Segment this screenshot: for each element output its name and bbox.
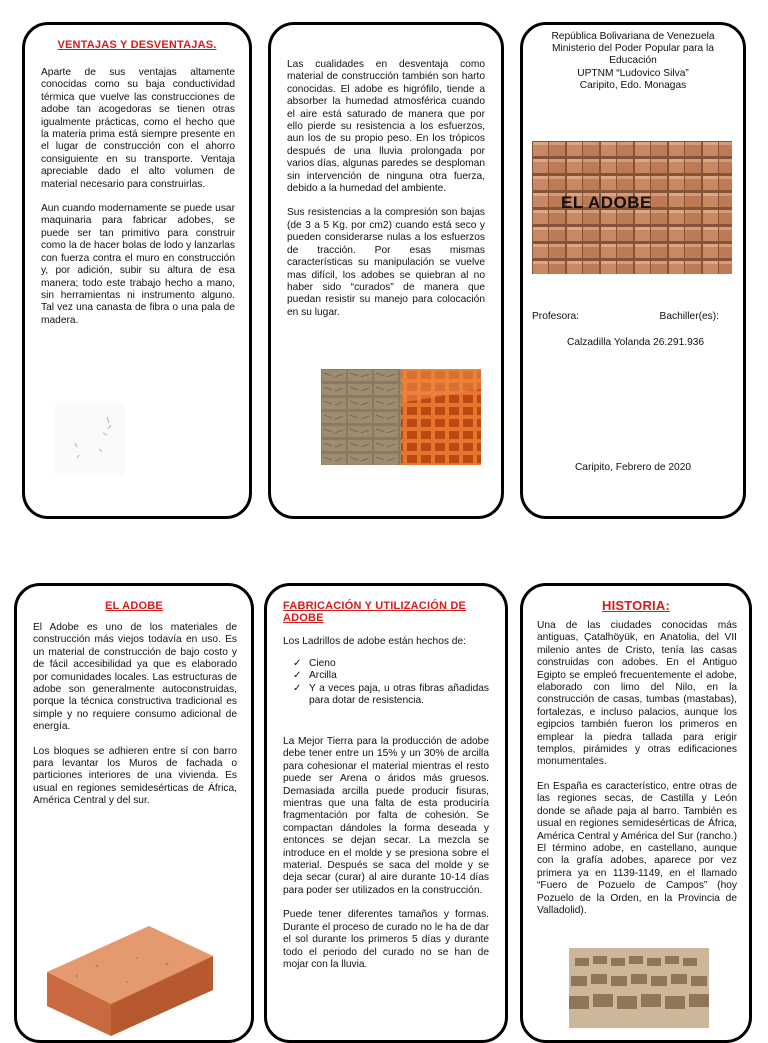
profesora-label: Profesora:	[532, 311, 579, 322]
paragraph: El Adobe es uno de los materiales de construcción más viejos todavía en uso. Es un material de construcción de bajo costo y de fácil accesibilidad ya que es elaborado por comunidades locales. Las estructuras de adobe son generalmente autoconstruidas, porque la técnica constructiva tradicional es simple y no requiere consumo adicional de energía.	[33, 622, 237, 733]
cover-date: Caripito, Febrero de 2020	[574, 462, 692, 473]
el-adobe-text	[33, 622, 237, 820]
panel-ventajas	[22, 22, 252, 519]
list-item: ✓ Cieno	[293, 658, 336, 669]
paragraph: Aun cuando modernamente se puede usar maquinaria para fabricar adobes, se puede ser tan primitivo para construir como la de hacer bolas de lodo y lanzarlas con fuerza contra el muro en construcción y, por adición, subir su altura de esa manera; todo este trabajo hecho a mano, sin herramientas ni instrumento alguno. Tal vez una canasta de fibra o una pala de madera.	[41, 203, 235, 326]
ventajas-text	[41, 67, 235, 339]
bachiller-label: Bachiller(es):	[659, 311, 719, 322]
list-item: ✓ Arcilla	[293, 670, 337, 682]
panel-historia	[520, 583, 752, 1043]
bricks-comparison-photo	[321, 369, 481, 465]
desventajas-text	[287, 59, 485, 331]
panel-el-adobe	[14, 583, 254, 1043]
header-line: Ministerio del Poder Popular para la	[552, 43, 714, 55]
paragraph: En España es característico, entre otras de las regiones secas, de Castilla y León donde se añade paja al barro. También es usual en regiones semidesérticas de África, América Central y América del Sur (rancho.) El término adobe, en castellano, aunque con la grafía adobes, aparece por vez primera ya en 1139-1149, en el llamado “Fuero de Pozuelo de Campos” (hoy Pozuelo de la Orden, en la Provincia de Valladolid).	[537, 780, 737, 916]
el-adobe-title: EL ADOBE	[105, 600, 163, 612]
checkmark-icon: ✓	[293, 682, 302, 694]
single-brick-photo	[37, 886, 217, 1036]
paragraph: Los bloques se adhieren entre sí con barro para levantar los Muros de fachada o particiones interiores de una vivienda. Es usual en regiones semidesérticas de África, América Central y del sur.	[33, 745, 237, 807]
fabricacion-title: FABRICACIÓN Y UTILIZACIÓN DE ADOBE	[283, 600, 467, 624]
institution-header	[523, 31, 743, 92]
header-line: Caripito, Edo. Monagas	[579, 79, 687, 91]
panel-fabricacion	[264, 583, 508, 1043]
sketch-image	[55, 403, 125, 475]
ingredients-list	[293, 658, 489, 708]
historia-title: HISTORIA:	[601, 598, 670, 613]
checkmark-icon: ✓	[293, 670, 302, 682]
paragraph: Aparte de sus ventajas altamente conocidas como su baja conductividad térmica que vuelve las construcciones de adobe tan acogedoras se tienen otras igualmente prácticas, como el hecho que la materia prima está siempre presente en el lugar de construcción con el ahorro consiguiente en su transporte. Ventaja apreciable dado el alto volumen de material necesario para construirlas.	[41, 67, 235, 190]
drying-adobes-photo	[569, 948, 709, 1028]
panel-cover	[520, 22, 746, 519]
paragraph: La Mejor Tierra para la producción de adobe debe tener entre un 15% y un 30% de arcilla para cohesionar el material mientras el resto puede ser Arena o áridos más gruesos. Demasiada arcilla puede producir fisuras, mientras que una falta de esta produciría fragmentación por falta de cohesión. Se compactan dándoles la forma deseada y entonces se dejan secar. La mezcla se introduce en el molde y se presiona sobre el material. Después se saca del molde y se deja secar (curar) al aire durante 10-14 días para poder ser utilizados en la construcción.	[283, 736, 489, 896]
student-name: Calzadilla Yolanda 26.291.936	[567, 337, 705, 348]
panel-desventajas	[268, 22, 504, 519]
paragraph: Puede tener diferentes tamaños y formas. Durante el proceso de curado no le ha de dar el sol durante los primeros 5 días y durante todo el periodo del curado no se han de mojar con la lluvia.	[283, 909, 489, 970]
header-line: República Bolivariana de Venezuela	[551, 31, 715, 42]
cover-title: EL ADOBE	[561, 193, 652, 212]
checkmark-icon: ✓	[293, 658, 302, 669]
paragraph: Una de las ciudades conocidas más antiguas, Çatalhöyük, en Anatolia, del VII milenio antes de Cristo, tenía las casas construidas con adobes. En el Antiguo Egipto se empleó frecuentemente el adobe, elaborado con limo del Nilo, en la construcción de casas, tumbas (mastabas), fortalezas, e incluso palacios, aunque los egipcios también fueron los primeros en emplear la piedra tallada para erigir templos, pirámides y otras edificaciones monumentales.	[537, 620, 737, 768]
header-line: UPTNM “Ludovico Silva”	[577, 67, 689, 79]
ingredients-intro: Los Ladrillos de adobe están hechos de:	[283, 636, 466, 647]
paragraph: Las cualidades en desventaja como material de construcción también son harto conocidas. El adobe es higrófilo, tiende a absorber la humedad atmosférica cuando el aire está saturado de manera que por ello pierde su resistencia a los esfuerzos, aun los de su propio peso. En los trópicos después de una lluvia prolongada por varios días, algunas paredes se desploman sin intervención de ninguna otra fuerza, debido a la humedad del ambiente.	[287, 59, 485, 195]
ventajas-title: VENTAJAS Y DESVENTAJAS.	[57, 39, 217, 51]
historia-text	[537, 620, 737, 929]
header-line: Educación	[609, 55, 657, 67]
fabricacion-text	[283, 736, 489, 983]
paragraph: Sus resistencias a la compresión son bajas (de 3 a 5 Kg. por cm2) cuando está seco y pueden considerarse nulas a los esfuerzos de tracción. Por esas mismas características su manipulación se vuelve mas difícil, los adobes se quiebran al no haber sido “curados” de manera que puedan resistir su manejo para colocación en su lugar.	[287, 207, 485, 318]
list-item: ✓ Y a veces paja, u otras fibras añadidas para dotar de resistencia.	[293, 682, 489, 707]
